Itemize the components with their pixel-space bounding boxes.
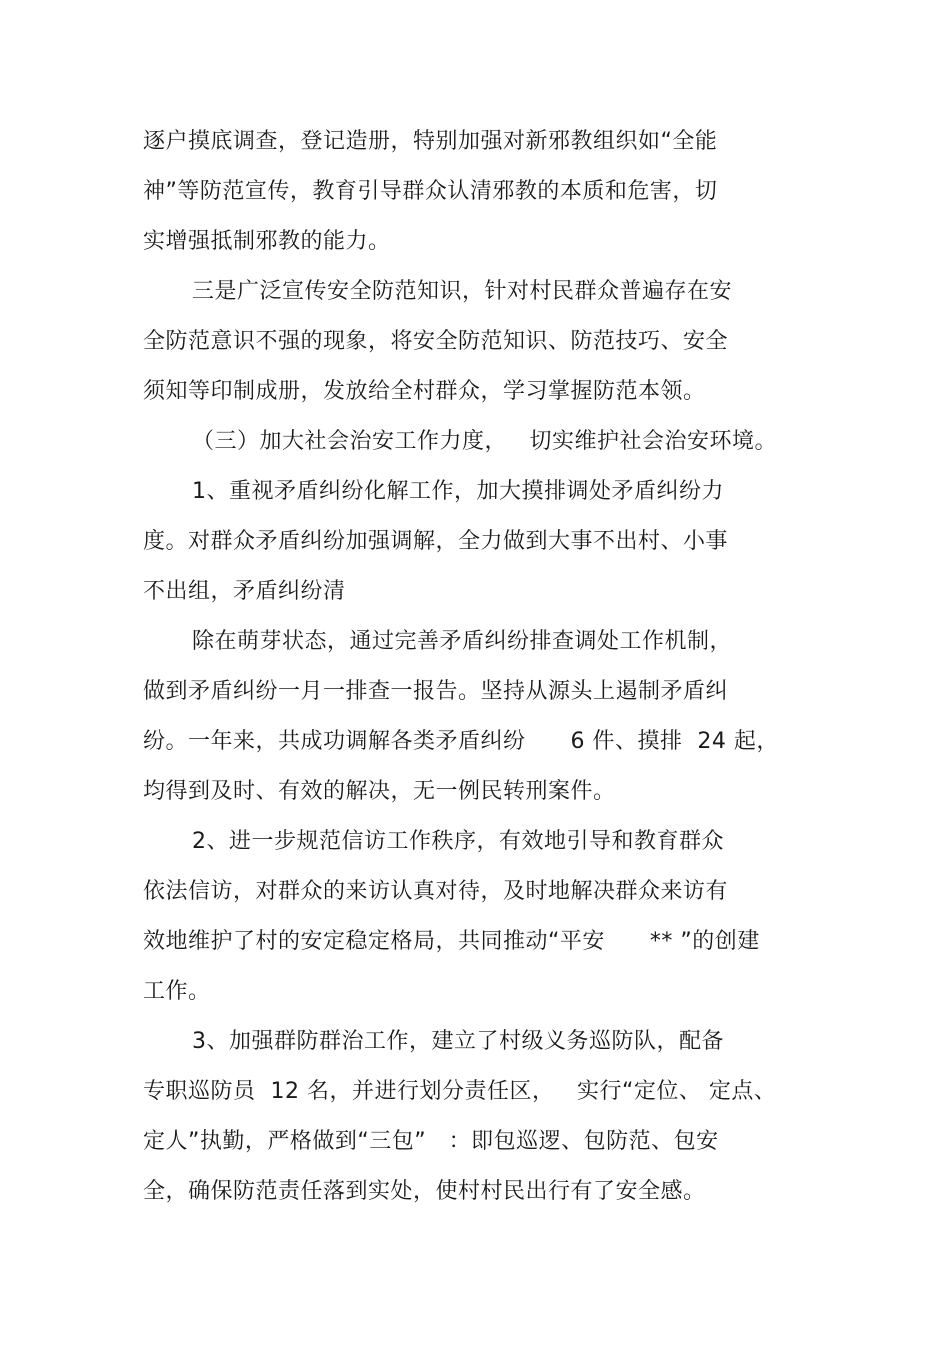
text-line: 除在萌芽状态，通过完善矛盾纠纷排查调处工作机制， (192, 629, 733, 654)
text-line: 依法信访，对群众的来访认真对待，及时地解决群众来访有 (143, 879, 729, 904)
text-line: 1、重视矛盾纠纷化解工作，加大摸排调处矛盾纠纷力 (192, 479, 724, 504)
text-line: 2、进一步规范信访工作秩序，有效地引导和教育群众 (192, 829, 724, 854)
section-heading: （三）加大社会治安工作力度， 切实维护社会治安环境。 (192, 429, 777, 454)
text-line: 做到矛盾纠纷一月一排查一报告。坚持从源头上遏制矛盾纠 (143, 679, 729, 704)
text-line: 全，确保防范责任落到实处，使村村民出行有了安全感。 (143, 1179, 706, 1204)
text-line: 不出组，矛盾纠纷清 (143, 579, 346, 604)
text-line: 效地维护了村的安定稳定格局，共同推动“平安 ** ”的创建 (143, 929, 760, 954)
text-line: 纷。一年来，共成功调解各类矛盾纠纷 6 件、摸排 24 起， (143, 729, 779, 754)
text-line: 专职巡防员 12 名，并进行划分责任区， 实行“定位、 定点、 (143, 1079, 777, 1104)
text-line: 神”等防范宣传，教育引导群众认清邪教的本质和危害，切 (143, 179, 718, 204)
text-line: 逐户摸底调查，登记造册，特别加强对新邪教组织如“全能 (143, 129, 718, 154)
text-line: 定人”执勤，严格做到“三包” ：即包巡逻、包防范、包安 (143, 1129, 719, 1154)
text-line: 工作。 (143, 979, 211, 1004)
text-line: 全防范意识不强的现象，将安全防范知识、防范技巧、安全 (143, 329, 729, 354)
text-line: 3、加强群防群治工作，建立了村级义务巡防队，配备 (192, 1029, 724, 1054)
text-line: 须知等印制成册，发放给全村群众，学习掌握防范本领。 (143, 379, 706, 404)
text-line: 三是广泛宣传安全防范知识，针对村民群众普遍存在安 (192, 279, 733, 304)
text-line: 实增强抵制邪教的能力。 (143, 229, 391, 254)
text-line: 均得到及时、有效的解决，无一例民转刑案件。 (143, 779, 616, 804)
text-line: 度。对群众矛盾纠纷加强调解，全力做到大事不出村、小事 (143, 529, 729, 554)
